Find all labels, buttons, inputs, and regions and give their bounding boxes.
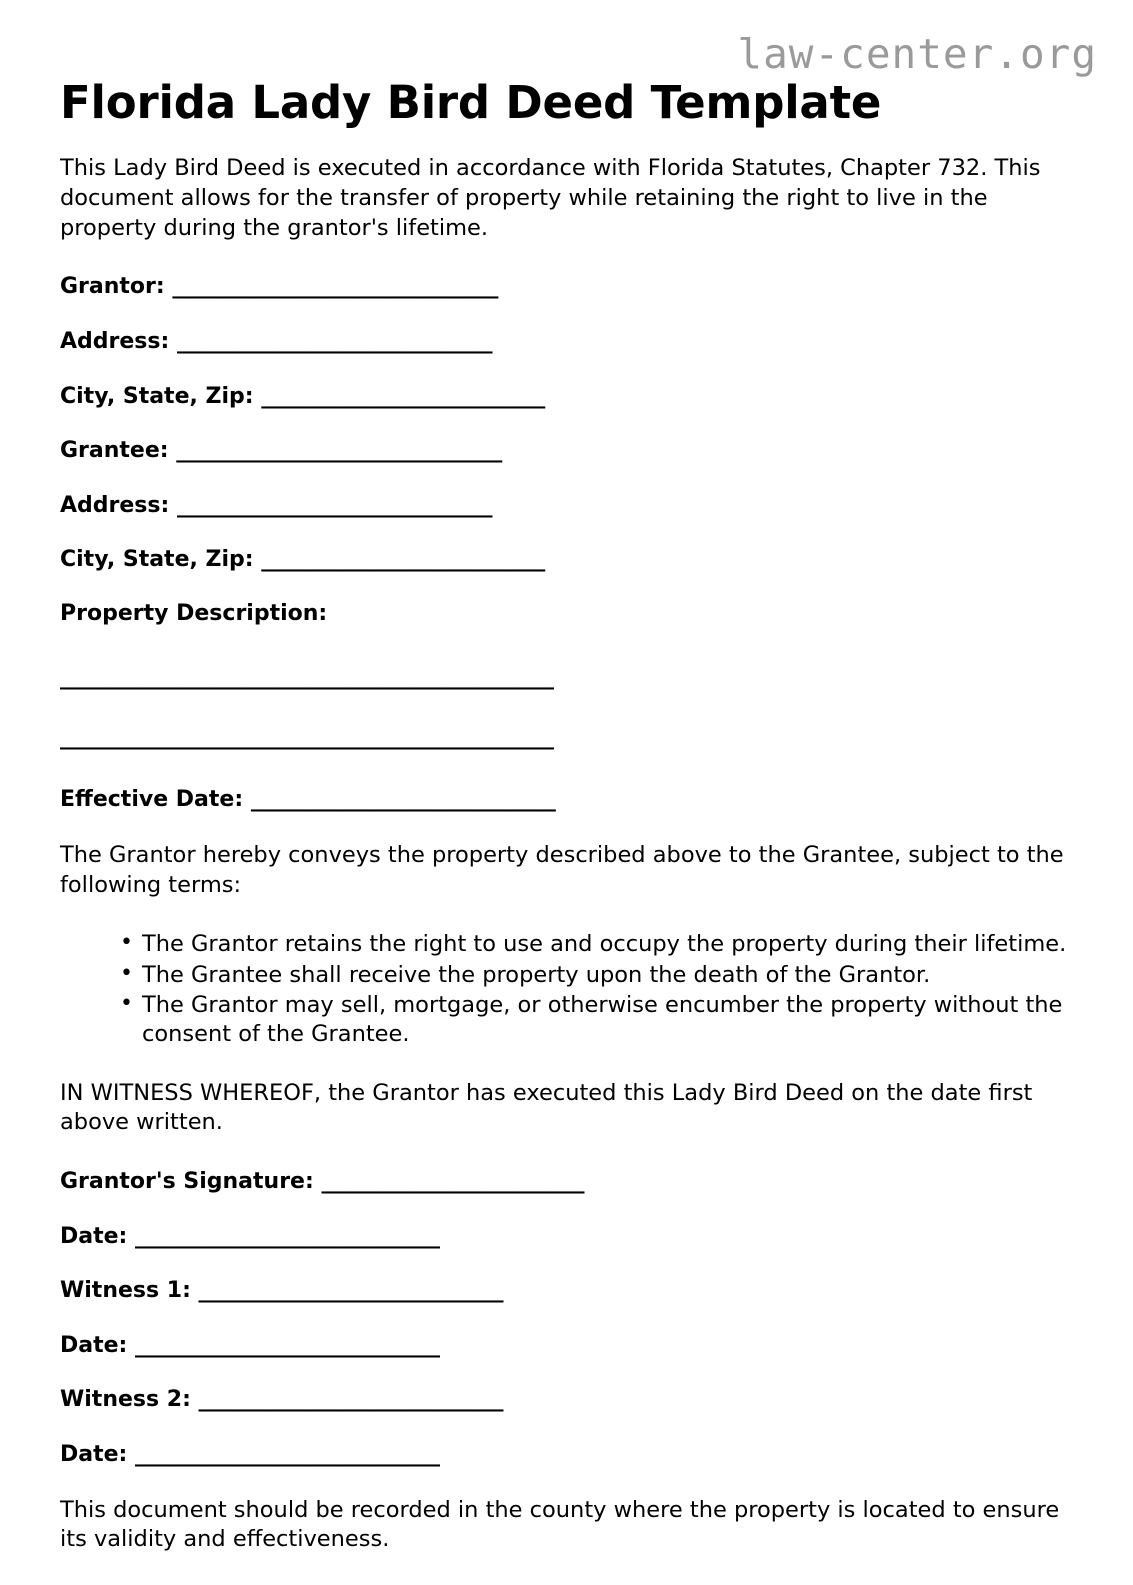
property-description-label: Property Description: xyxy=(60,601,328,627)
property-description-line-1[interactable]: _______________________________________________ xyxy=(60,665,554,691)
page-title: Florida Lady Bird Deed Template xyxy=(60,76,882,129)
grantor-input-blank[interactable]: _______________________________ xyxy=(172,274,498,300)
grantor-signature-input-blank[interactable]: _________________________ xyxy=(321,1168,584,1194)
witness-1-input-blank[interactable]: _____________________________ xyxy=(198,1278,504,1304)
intro-paragraph: This Lady Bird Deed is executed in accordance with Florida Statutes, Chapter 732. This document allows for the transfer of property while retaining the right to live in the property during the grantor's lifetime. xyxy=(60,155,1041,241)
witness-1-label: Witness 1: xyxy=(60,1278,191,1304)
field-row-witness-1-date xyxy=(60,1332,1070,1361)
field-row-grantee-city-state-zip xyxy=(60,546,1070,575)
grantee-input-blank[interactable]: _______________________________ xyxy=(176,438,502,464)
grantor-date-label: Date: xyxy=(60,1223,128,1249)
witness-1-date-label: Date: xyxy=(60,1332,128,1358)
field-row-grantor-address xyxy=(60,328,1070,357)
grantor-city-state-zip-label: City, State, Zip: xyxy=(60,383,254,409)
document-content xyxy=(60,78,1070,1585)
conveyance-paragraph: The Grantor hereby conveys the property described above to the Grantee, subject to the following terms: xyxy=(60,841,1064,898)
field-row-grantee-address xyxy=(60,492,1070,521)
closing-paragraph: This document should be recorded in the county where the property is located to ensure its validity and effectiveness. xyxy=(60,1496,1060,1553)
witness-2-date-input-blank[interactable]: _____________________________ xyxy=(135,1441,440,1467)
effective-date-input-blank[interactable]: _____________________________ xyxy=(250,787,556,813)
field-row-grantor-signature xyxy=(60,1168,1070,1197)
grantor-signature-label: Grantor's Signature: xyxy=(60,1168,314,1194)
grantee-address-input-blank[interactable]: ______________________________ xyxy=(176,492,492,518)
grantor-date-input-blank[interactable]: _____________________________ xyxy=(135,1223,440,1249)
field-row-witness-2-date xyxy=(60,1441,1070,1470)
witness-2-input-blank[interactable]: _____________________________ xyxy=(198,1387,504,1413)
grantor-city-state-zip-input-blank[interactable]: ___________________________ xyxy=(261,383,545,409)
field-row-grantee xyxy=(60,437,1070,466)
field-row-witness-1 xyxy=(60,1277,1070,1306)
site-watermark: law-center.org xyxy=(737,30,1097,78)
grantee-label: Grantee: xyxy=(60,438,169,464)
field-row-witness-2 xyxy=(60,1386,1070,1415)
witness-1-date-input-blank[interactable]: _____________________________ xyxy=(135,1332,440,1358)
grantee-city-state-zip-label: City, State, Zip: xyxy=(60,547,254,573)
grantor-address-input-blank[interactable]: ______________________________ xyxy=(176,329,492,355)
list-item: • The Grantee shall receive the property upon the death of the Grantor. xyxy=(120,961,1070,990)
field-row-effective-date xyxy=(60,786,1070,815)
field-row-grantor-city-state-zip xyxy=(60,383,1070,412)
list-item: • The Grantor retains the right to use and occupy the property during their lifetime. xyxy=(120,930,1070,959)
witness-2-date-label: Date: xyxy=(60,1441,128,1467)
list-item: • The Grantor may sell, mortgage, or otherwise encumber the property without the consent of the Grantee. xyxy=(120,991,1070,1048)
grantee-city-state-zip-input-blank[interactable]: ___________________________ xyxy=(261,547,545,573)
grantor-address-label: Address: xyxy=(60,329,170,355)
witness-2-label: Witness 2: xyxy=(60,1387,191,1413)
grantee-address-label: Address: xyxy=(60,492,170,518)
effective-date-label: Effective Date: xyxy=(60,787,244,813)
field-row-grantor-date xyxy=(60,1223,1070,1252)
terms-list xyxy=(60,930,1070,1048)
property-description-line-2[interactable]: _______________________________________________ xyxy=(60,725,554,751)
witness-clause-paragraph: IN WITNESS WHEREOF, the Grantor has executed this Lady Bird Deed on the date first above written. xyxy=(60,1079,1033,1136)
grantor-label: Grantor: xyxy=(60,274,165,300)
field-row-grantor xyxy=(60,273,1070,302)
